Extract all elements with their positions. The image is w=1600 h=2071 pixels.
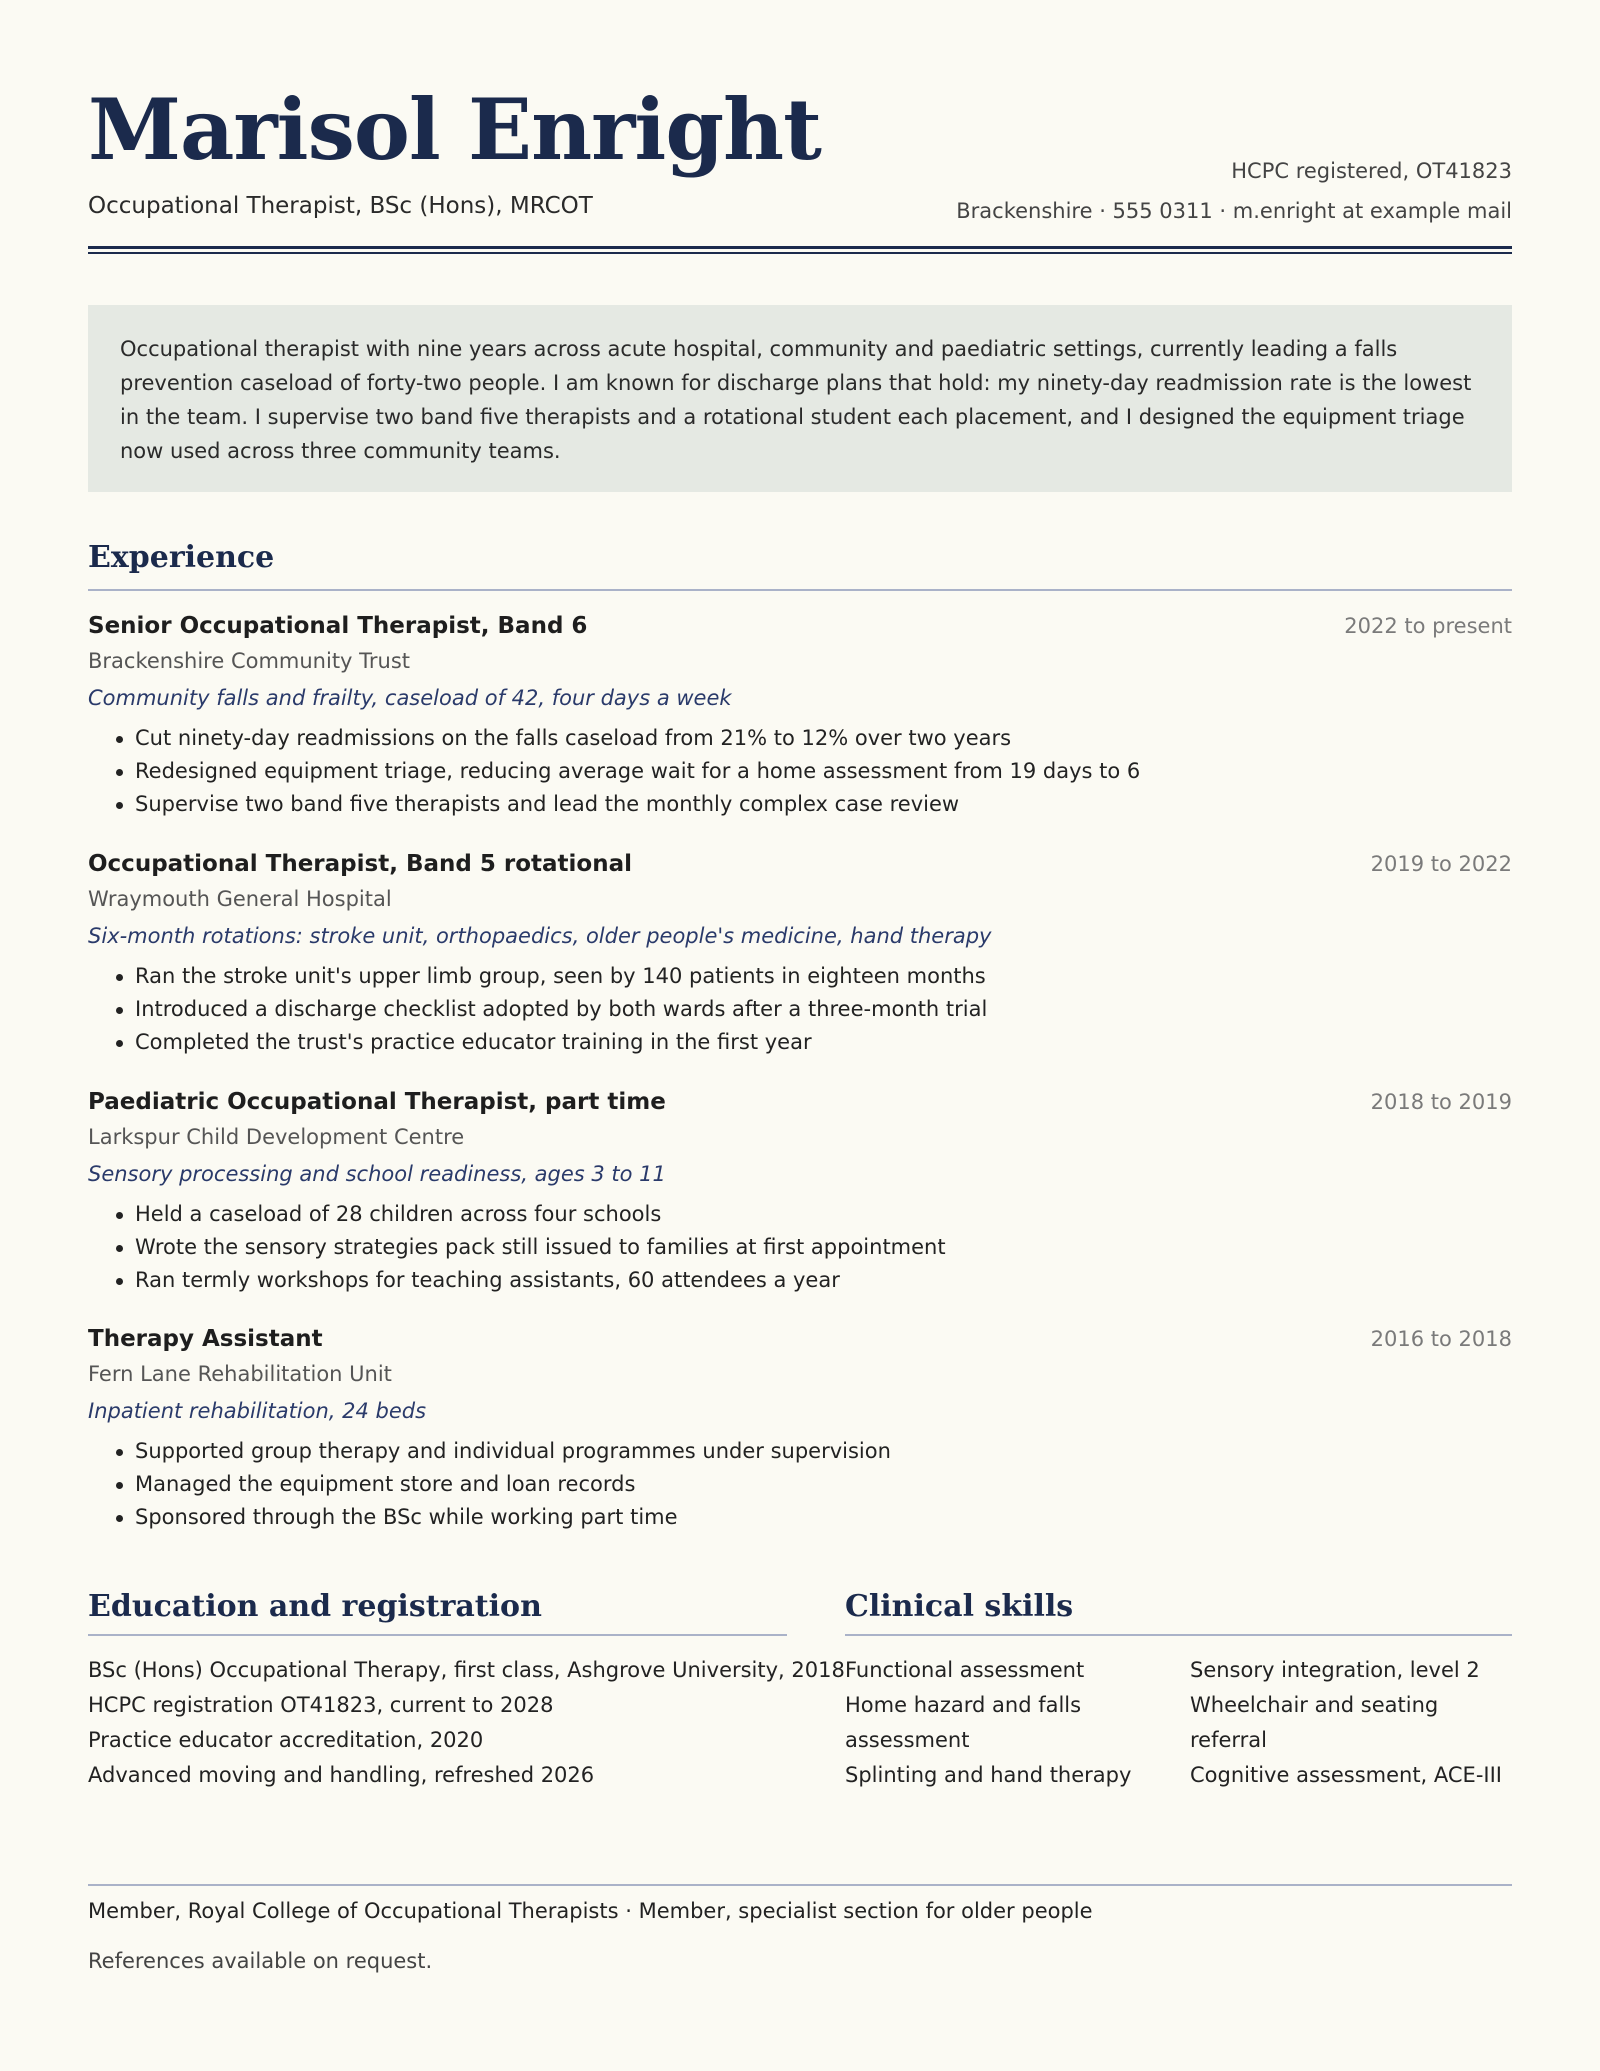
education-item: Advanced moving and handling, refreshed 2026 bbox=[88, 1763, 595, 1787]
job-bullet: Ran termly workshops for teaching assistants, 60 attendees a year bbox=[88, 1264, 946, 1297]
job-bullets bbox=[88, 1435, 891, 1534]
job-note: Sensory processing and school readiness, ages 3 to 11 bbox=[88, 1162, 666, 1186]
job-note: Community falls and frailty, caseload of 42, four days a week bbox=[88, 686, 732, 710]
footer-divider bbox=[88, 1884, 1512, 1886]
contact-block bbox=[956, 151, 1512, 231]
job-bullet: Introduced a discharge checklist adopted by both wards after a three-month trial bbox=[88, 993, 987, 1026]
skills-column-left bbox=[845, 1653, 1135, 1793]
candidate-subtitle: Occupational Therapist, BSc (Hons), MRCOT bbox=[88, 193, 593, 219]
job-organisation: Larkspur Child Development Centre bbox=[88, 1125, 465, 1149]
job-bullet: Sponsored through the BSc while working part time bbox=[88, 1501, 891, 1534]
job-bullets bbox=[88, 722, 1140, 821]
job-title: Occupational Therapist, Band 5 rotational bbox=[88, 851, 632, 877]
job-bullet: Wrote the sensory strategies pack still issued to families at first appointment bbox=[88, 1231, 946, 1264]
job-dates: 2016 to 2018 bbox=[1370, 1327, 1512, 1351]
skill-item: Functional assessment bbox=[845, 1658, 1085, 1682]
job-note: Inpatient rehabilitation, 24 beds bbox=[88, 1399, 427, 1423]
experience-section bbox=[88, 538, 1512, 1529]
education-item: HCPC registration OT41823, current to 2028 bbox=[88, 1693, 554, 1717]
job-bullet: Supervise two band five therapists and lead the monthly complex case review bbox=[88, 788, 1140, 821]
job-bullet: Managed the equipment store and loan records bbox=[88, 1468, 891, 1501]
skill-item: Splinting and hand therapy bbox=[845, 1763, 1132, 1787]
job-dates: 2022 to present bbox=[1344, 614, 1512, 638]
resume-header bbox=[88, 0, 1512, 258]
references-line: References available on request. bbox=[88, 1949, 433, 1973]
education-list bbox=[88, 1653, 845, 1793]
job-dates: 2019 to 2022 bbox=[1370, 852, 1512, 876]
skill-item: Sensory integration, level 2 bbox=[1190, 1658, 1480, 1682]
job-bullet: Supported group therapy and individual programmes under supervision bbox=[88, 1435, 891, 1468]
job-dates: 2018 to 2019 bbox=[1370, 1090, 1512, 1114]
resume-page bbox=[88, 0, 1512, 1973]
job-bullet: Held a caseload of 28 children across four schools bbox=[88, 1198, 946, 1231]
section-divider bbox=[845, 1634, 1512, 1636]
education-item: BSc (Hons) Occupational Therapy, first class, Ashgrove University, 2018 bbox=[88, 1658, 845, 1682]
job-bullet: Ran the stroke unit's upper limb group, seen by 140 patients in eighteen months bbox=[88, 960, 987, 993]
contact-line: Brackenshire · 555 0311 · m.enright at example mail bbox=[956, 199, 1512, 223]
section-divider bbox=[88, 589, 1512, 591]
job-note: Six-month rotations: stroke unit, orthopaedics, older people's medicine, hand therapy bbox=[88, 924, 992, 948]
job-title: Senior Occupational Therapist, Band 6 bbox=[88, 613, 588, 639]
registration-line: HCPC registered, OT41823 bbox=[1231, 159, 1512, 183]
skills-section bbox=[845, 1587, 1512, 1787]
education-item: Practice educator accreditation, 2020 bbox=[88, 1728, 484, 1752]
job-title: Paediatric Occupational Therapist, part time bbox=[88, 1089, 666, 1115]
section-title-education: Education and registration bbox=[88, 1589, 542, 1624]
job-organisation: Fern Lane Rehabilitation Unit bbox=[88, 1362, 392, 1386]
job-bullet: Cut ninety-day readmissions on the falls caseload from 21% to 12% over two years bbox=[88, 722, 1140, 755]
skill-item: Wheelchair and seating referral bbox=[1190, 1693, 1439, 1752]
candidate-name: Marisol Enright bbox=[88, 80, 821, 179]
job-bullets bbox=[88, 960, 987, 1059]
job-title: Therapy Assistant bbox=[88, 1326, 323, 1352]
skills-column-right bbox=[1190, 1653, 1512, 1793]
section-title-experience: Experience bbox=[88, 540, 275, 575]
education-section bbox=[88, 1587, 845, 1793]
section-divider bbox=[88, 1634, 787, 1636]
skill-item: Cognitive assessment, ACE-III bbox=[1190, 1763, 1502, 1787]
job-bullet: Completed the trust's practice educator training in the first year bbox=[88, 1026, 987, 1059]
header-divider bbox=[88, 246, 1512, 254]
summary-box: Occupational therapist with nine years across acute hospital, community and paediatric settings, currently leading a falls prevention caseload of forty-two people. I am known for discharge plans that hold: my ninety-day readmission rate is the lowest in the team. I supervise two band five therapists and a rotational student each placement, and I designed the equipment triage now used across three community teams. bbox=[88, 305, 1512, 492]
memberships-line: Member, Royal College of Occupational Therapists · Member, specialist section for older people bbox=[88, 1899, 1093, 1923]
job-organisation: Brackenshire Community Trust bbox=[88, 649, 411, 673]
section-title-skills: Clinical skills bbox=[845, 1589, 1074, 1624]
job-organisation: Wraymouth General Hospital bbox=[88, 887, 392, 911]
job-bullet: Redesigned equipment triage, reducing average wait for a home assessment from 19 days to 6 bbox=[88, 755, 1140, 788]
job-bullets bbox=[88, 1198, 946, 1297]
skill-item: Home hazard and falls assessment bbox=[845, 1693, 1082, 1752]
